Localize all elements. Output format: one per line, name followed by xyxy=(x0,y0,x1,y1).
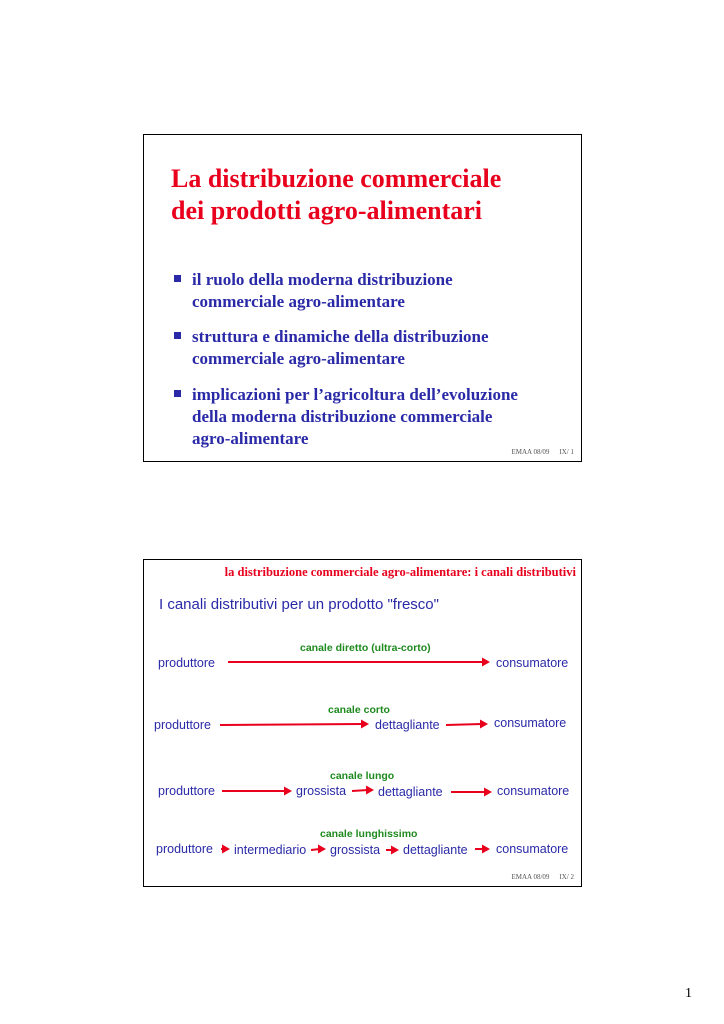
bullet-text: struttura e dinamiche della distribuzione commerciale agro-alimentare xyxy=(192,327,489,368)
node-consumatore: consumatore xyxy=(496,656,569,670)
channel-label-lungo: canale lungo xyxy=(330,770,395,782)
square-bullet-icon xyxy=(174,332,181,339)
arrow-head-icon xyxy=(366,786,374,795)
bullet-text: implicazioni per l’agricoltura dell’evoluzione della moderna distribuzione commerciale agro-alimentare xyxy=(192,385,518,448)
node-dettagliante: dettagliante xyxy=(378,785,443,799)
slide-footer xyxy=(501,873,574,881)
node-produttore: produttore xyxy=(156,842,213,856)
node-dettagliante: dettagliante xyxy=(403,843,468,857)
arrow-head-icon xyxy=(222,845,230,854)
square-bullet-icon xyxy=(174,275,181,282)
slide-title xyxy=(171,163,571,227)
slide-footer xyxy=(501,448,574,456)
slide-title-line-2: dei prodotti agro-alimentari xyxy=(171,196,483,225)
arrow-head-icon xyxy=(284,787,292,796)
arrow-shaft xyxy=(446,724,482,725)
channel-label-corto: canale corto xyxy=(328,704,390,716)
arrow-shaft xyxy=(352,790,368,791)
node-consumatore: consumatore xyxy=(497,784,570,798)
slide-subtitle: I canali distributivi per un prodotto "fresco" xyxy=(159,596,439,613)
slide-header: la distribuzione commerciale agro-alimentare: i canali distributivi xyxy=(224,565,576,579)
footer-slide-number: IX/ 1 xyxy=(559,448,574,456)
bullet-text: il ruolo della moderna distribuzione commerciale agro-alimentare xyxy=(192,270,453,311)
node-produttore: produttore xyxy=(158,656,215,670)
node-consumatore: consumatore xyxy=(494,716,567,730)
arrow-head-icon xyxy=(361,720,369,729)
node-grossista: grossista xyxy=(330,843,381,857)
arrow-head-icon xyxy=(482,845,490,854)
square-bullet-icon xyxy=(174,390,181,397)
arrow-head-icon xyxy=(482,658,490,667)
footer-course: EMAA 08/09 xyxy=(511,448,550,456)
node-dettagliante: dettagliante xyxy=(375,718,440,732)
page-number: 1 xyxy=(685,986,692,1001)
node-produttore: produttore xyxy=(154,718,211,732)
footer-course: EMAA 08/09 xyxy=(511,873,550,881)
slide-1 xyxy=(143,134,582,462)
node-intermediario: intermediario xyxy=(234,843,307,857)
arrow-head-icon xyxy=(318,845,326,854)
arrow-head-icon xyxy=(480,720,488,729)
node-consumatore: consumatore xyxy=(496,842,569,856)
channel-label-lunghissimo: canale lunghissimo xyxy=(320,828,418,840)
slide-title-line-1: La distribuzione commerciale xyxy=(171,164,502,193)
footer-slide-number: IX/ 2 xyxy=(559,873,574,881)
arrow-shaft xyxy=(220,724,363,725)
arrow-head-icon xyxy=(484,788,492,797)
channel-label-diretto: canale diretto (ultra-corto) xyxy=(300,642,431,654)
node-grossista: grossista xyxy=(296,784,347,798)
node-produttore: produttore xyxy=(158,784,215,798)
arrow-head-icon xyxy=(391,846,399,855)
slide-2 xyxy=(143,559,582,887)
